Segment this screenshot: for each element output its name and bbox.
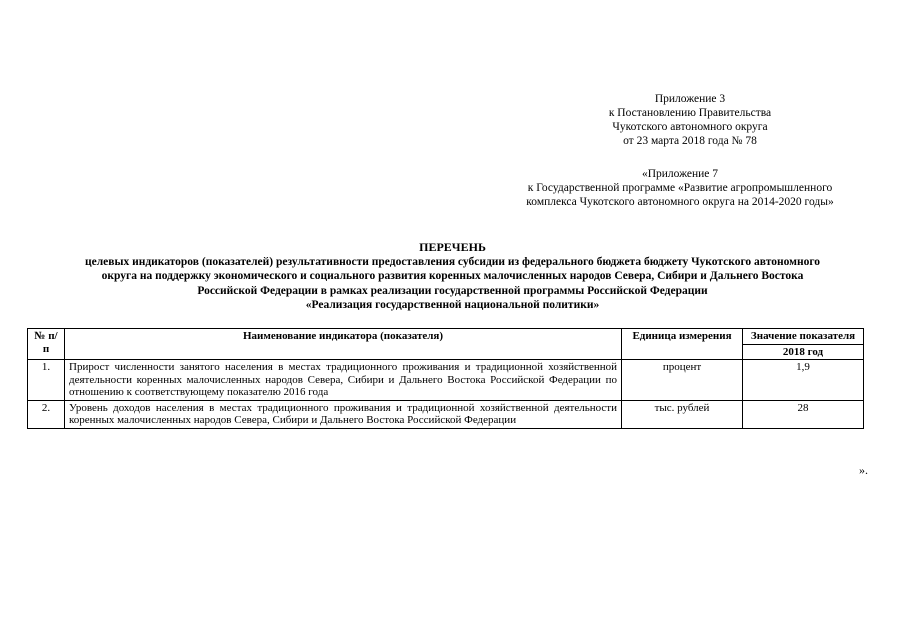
appendix-block xyxy=(590,92,790,148)
header-name: Наименование индикатора (показателя) xyxy=(65,329,622,360)
row-value: 1,9 xyxy=(743,360,864,401)
row-name: Уровень доходов населения в местах традиционного проживания и традиционной хозяйственной деятельности коренных малочисленных народов Севера, Сибири и Дальнего Востока Российской Федерации xyxy=(65,400,622,428)
appendix-line: к Постановлению Правительства xyxy=(608,107,772,119)
indicators-table xyxy=(27,328,864,429)
row-unit: процент xyxy=(622,360,743,401)
document-title xyxy=(30,240,875,313)
row-unit: тыс. рублей xyxy=(622,400,743,428)
appendix-quote-line: к Государственной программе «Развитие агропромышленного xyxy=(527,182,833,194)
header-unit: Единица измерения xyxy=(622,329,743,360)
table-header-row xyxy=(28,329,864,345)
appendix-line: Чукотского автономного округа xyxy=(612,121,768,133)
row-num: 1. xyxy=(28,360,65,401)
title-heading: ПЕРЕЧЕНЬ xyxy=(419,240,486,254)
appendix-quote-line: «Приложение 7 xyxy=(641,168,719,180)
header-year: 2018 год xyxy=(743,344,864,360)
row-num: 2. xyxy=(28,400,65,428)
row-value: 28 xyxy=(743,400,864,428)
header-value: Значение показателя xyxy=(743,329,864,345)
title-line: Российской Федерации в рамках реализации государственной программы Российской Федерации xyxy=(197,284,708,297)
appendix-line: Приложение 3 xyxy=(654,93,726,105)
row-name: Прирост численности занятого населения в местах традиционного проживания и традиционной хозяйственной деятельности коренных малочисленных народов Севера, Сибири и Дальнего Востока Российской Федерации по отношению к соответствующему показателю 2016 года xyxy=(65,360,622,401)
appendix-quote-line: комплекса Чукотского автономного округа на 2014-2020 годы» xyxy=(526,196,834,208)
table-row xyxy=(28,360,864,401)
title-line: «Реализация государственной национальной политики» xyxy=(305,299,600,311)
appendix-quote-block xyxy=(490,167,870,209)
title-line: округа на поддержку экономического и социального развития коренных малочисленных народов Севера, Сибири и Дальнего Востока xyxy=(101,270,804,282)
header-num: № п/п xyxy=(28,329,65,360)
appendix-line: от 23 марта 2018 года № 78 xyxy=(623,135,757,147)
title-line: целевых индикаторов (показателей) результативности предоставления субсидии из федерального бюджета бюджету Чукотского автономного xyxy=(84,255,821,268)
table-row xyxy=(28,400,864,428)
closing-quote-mark: ». xyxy=(859,463,868,477)
